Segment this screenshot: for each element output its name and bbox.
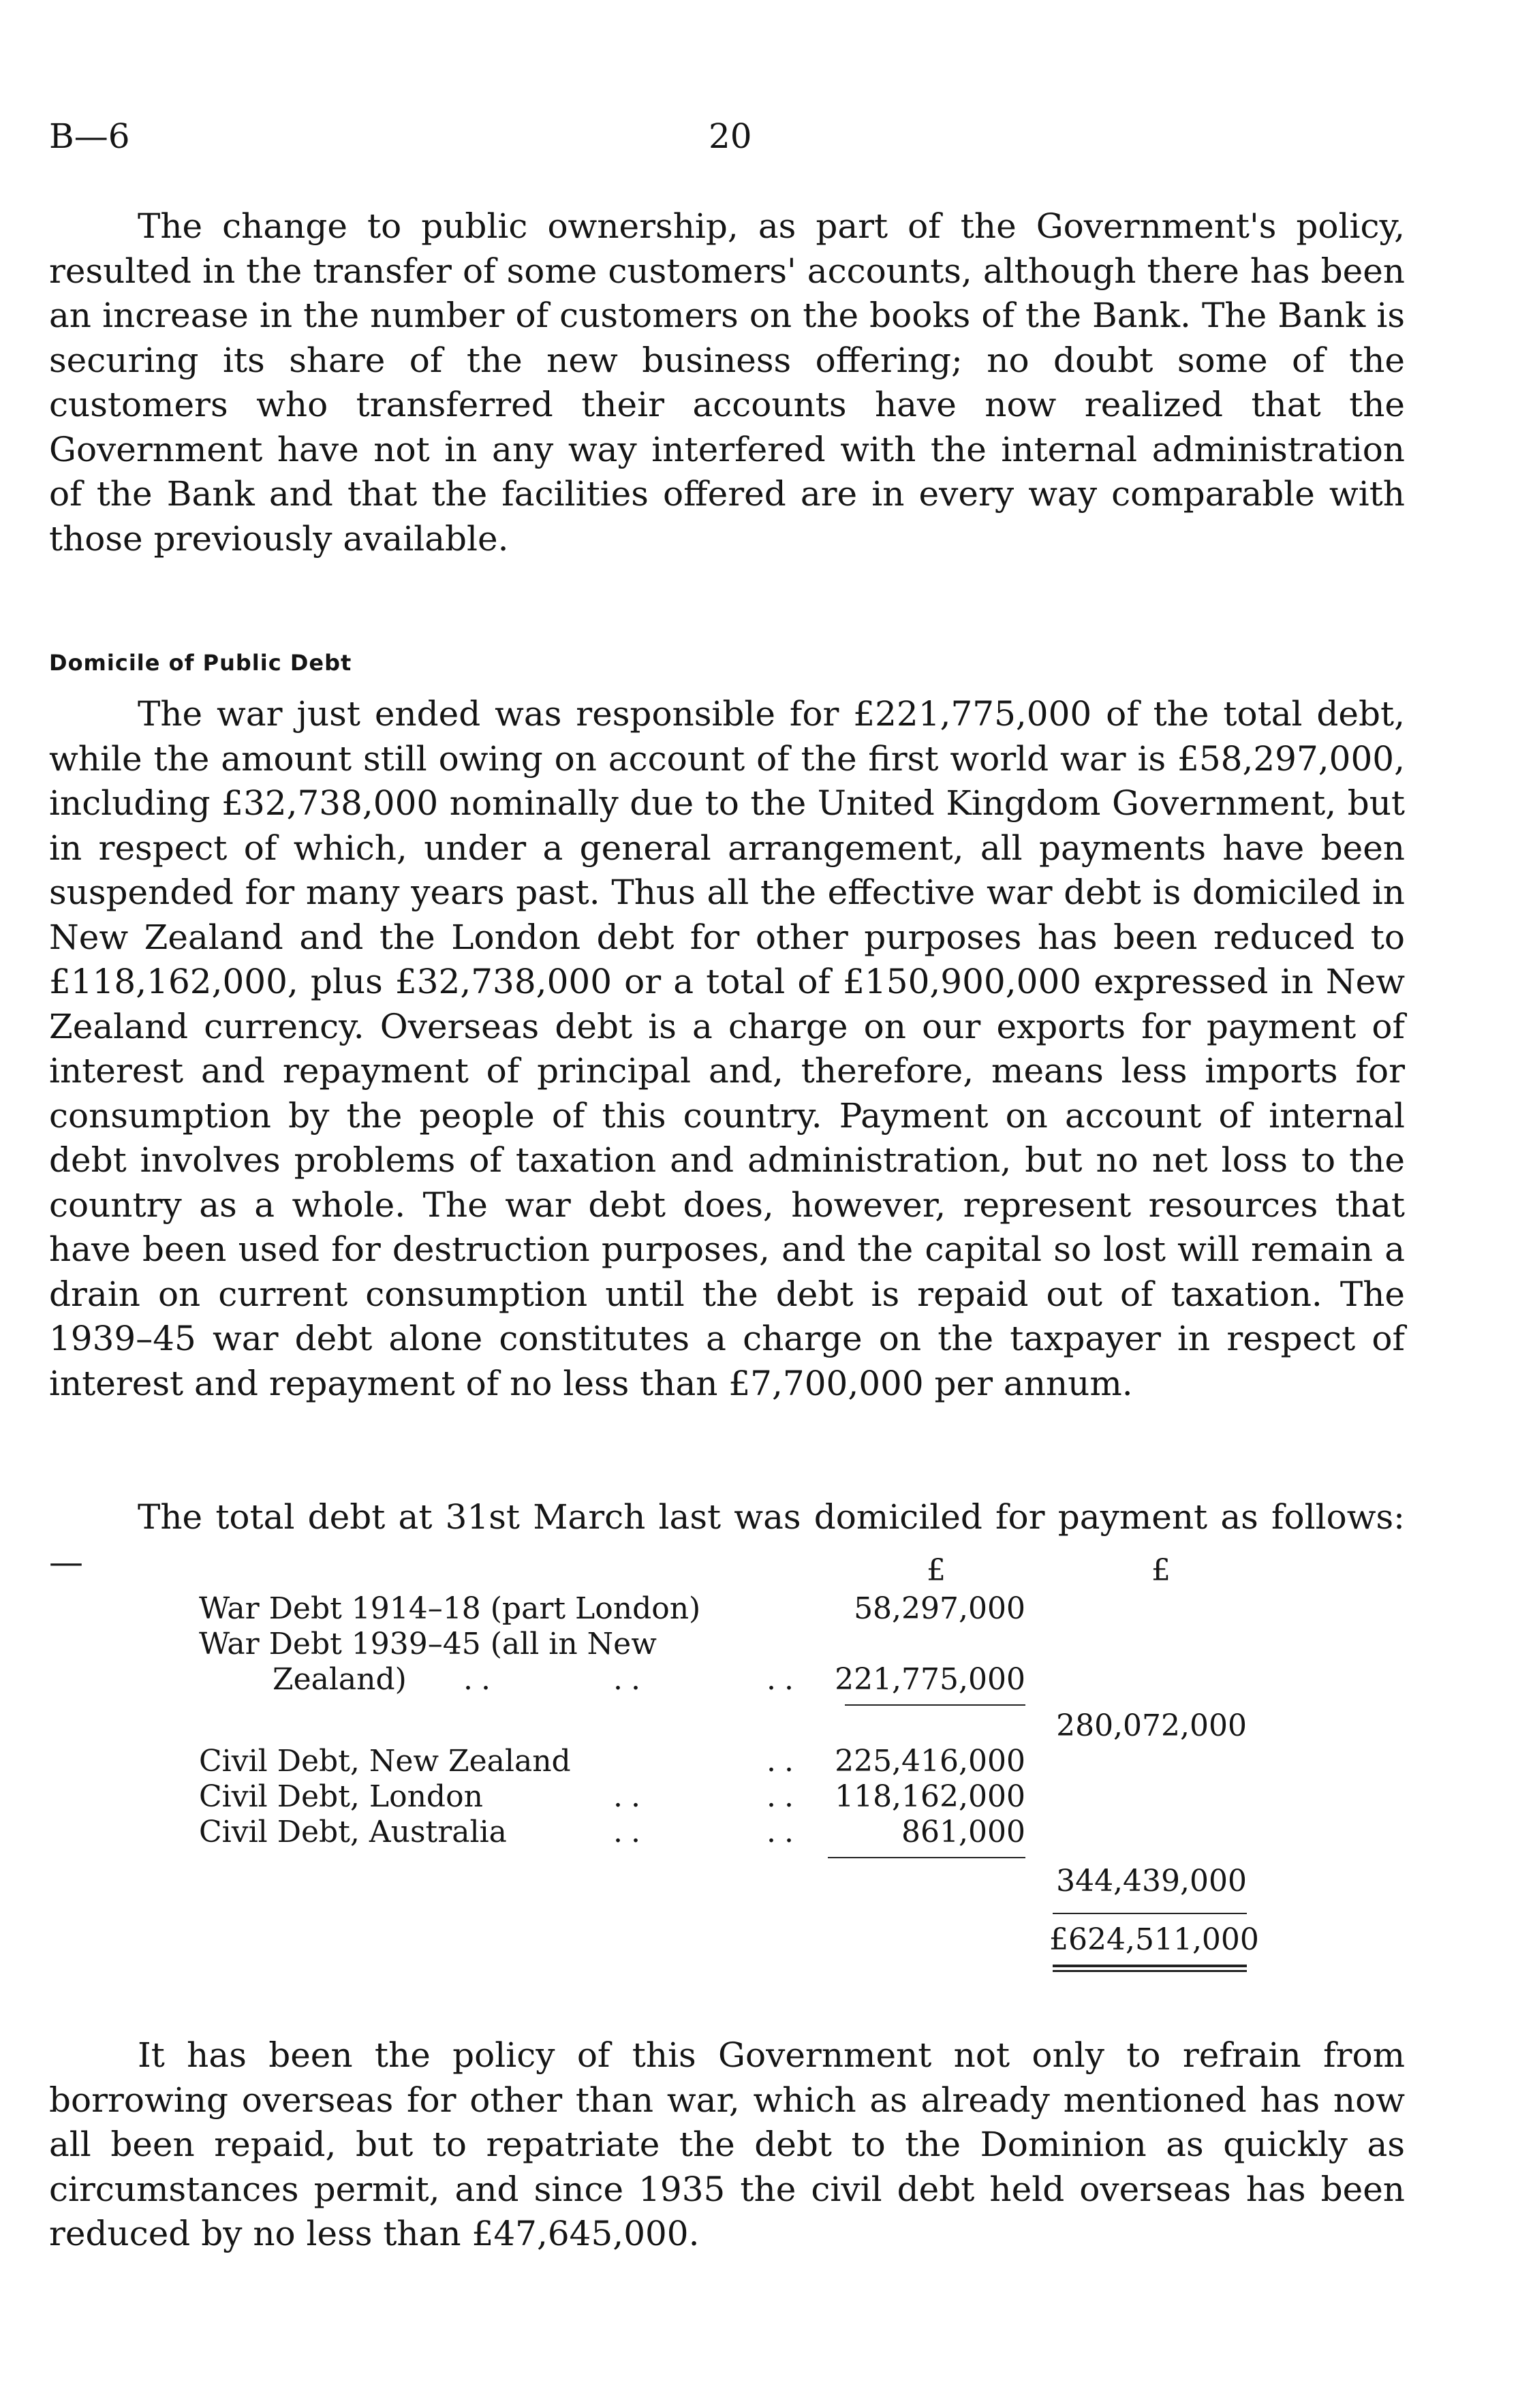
document-code: B—6	[49, 116, 130, 156]
leader-dots: ..	[613, 1815, 649, 1849]
row-value-civil-nz: 225,416,000	[835, 1744, 1025, 1779]
row-label-civil-australia: Civil Debt, Australia	[199, 1815, 507, 1849]
total-rule	[1053, 1913, 1247, 1914]
subtotal-rule	[845, 1704, 1025, 1706]
leader-dots: ..	[766, 1662, 802, 1697]
double-rule-top	[1053, 1965, 1247, 1967]
section-heading: Domicile of Public Debt	[49, 650, 352, 676]
paragraph-repatriation-policy: It has been the policy of this Government not only to refrain from borrowing overseas for other than war, which as already mentioned has now all been repaid, but to repatriate the debt to the Dominion as quickly as circumstances permit, and since 1935 the civil debt held overseas has been reduced by no less than £47,645,000.	[49, 2035, 1405, 2253]
leader-dots: ..	[463, 1662, 499, 1697]
war-debt-subtotal: 280,072,000	[1056, 1708, 1247, 1743]
currency-header-col1: £	[927, 1553, 946, 1588]
leader-dots: ..	[766, 1779, 802, 1814]
row-label-civil-nz: Civil Debt, New Zealand	[199, 1744, 571, 1779]
debt-table	[0, 1553, 1518, 1989]
row-label-war-1914: War Debt 1914–18 (part London)	[199, 1591, 701, 1626]
subtotal-rule	[828, 1857, 1025, 1858]
page-header	[0, 109, 1518, 163]
page-number: 20	[709, 116, 752, 156]
row-label-war-1939-line2: Zealand)	[273, 1662, 407, 1697]
grand-total: £624,511,000	[1049, 1922, 1259, 1957]
leader-dots: ..	[766, 1815, 802, 1849]
double-rule-bottom	[1053, 1970, 1247, 1972]
row-value-war-1939: 221,775,000	[835, 1662, 1025, 1697]
civil-debt-subtotal: 344,439,000	[1056, 1864, 1247, 1898]
paragraph-war-debt: The war just ended was responsible for £221,775,000 of the total debt, while the amount still owing on account of the first world war is £58,297,000, including £32,738,000 nominally due to the United Kingdom Government, but in respect of which, under a general arrangement, all payments have been suspended for many years past. Thus all the effective war debt is domiciled in New Zealand and the London debt for other purposes has been reduced to £118,162,000, plus £32,738,000 or a total of £150,900,000 expressed in New Zealand currency. Overseas debt is a charge on our exports for payment of interest and repayment of principal and, therefore, means less imports for consumption by the people of this country. Payment on account of internal debt involves problems of taxation and administration, but no net loss to the country as a whole. The war debt does, however, represent resources that have been used for destruction purposes, and the capital so lost will remain a drain on current consumption until the debt is repaid out of taxation. The 1939–45 war debt alone constitutes a charge on the taxpayer in respect of interest and repayment of no less than £7,700,000 per annum.	[49, 694, 1405, 1403]
row-label-civil-london: Civil Debt, London	[199, 1779, 483, 1814]
leader-dots: ..	[613, 1779, 649, 1814]
currency-header-col2: £	[1151, 1553, 1171, 1588]
paragraph-total-debt-intro: The total debt at 31st March last was domiciled for payment as follows:—	[49, 1497, 1405, 1582]
row-value-civil-australia: 861,000	[901, 1815, 1025, 1849]
row-value-war-1914: 58,297,000	[854, 1591, 1025, 1626]
row-value-civil-london: 118,162,000	[835, 1779, 1025, 1814]
leader-dots: ..	[613, 1662, 649, 1697]
paragraph-public-ownership: The change to public ownership, as part of the Government's policy, resulted in the transfer of some customers' accounts, although there has been an increase in the number of customers on the books of the Bank. The Bank is securing its share of the new business offering; no doubt some of the customers who transferred their accounts have now realized that the Government have not in any way interfered with the internal administration of the Bank and that the facilities offered are in every way comparable with those previously available.	[49, 206, 1405, 559]
row-label-war-1939-line1: War Debt 1939–45 (all in New	[199, 1627, 657, 1661]
leader-dots: ..	[766, 1744, 802, 1779]
